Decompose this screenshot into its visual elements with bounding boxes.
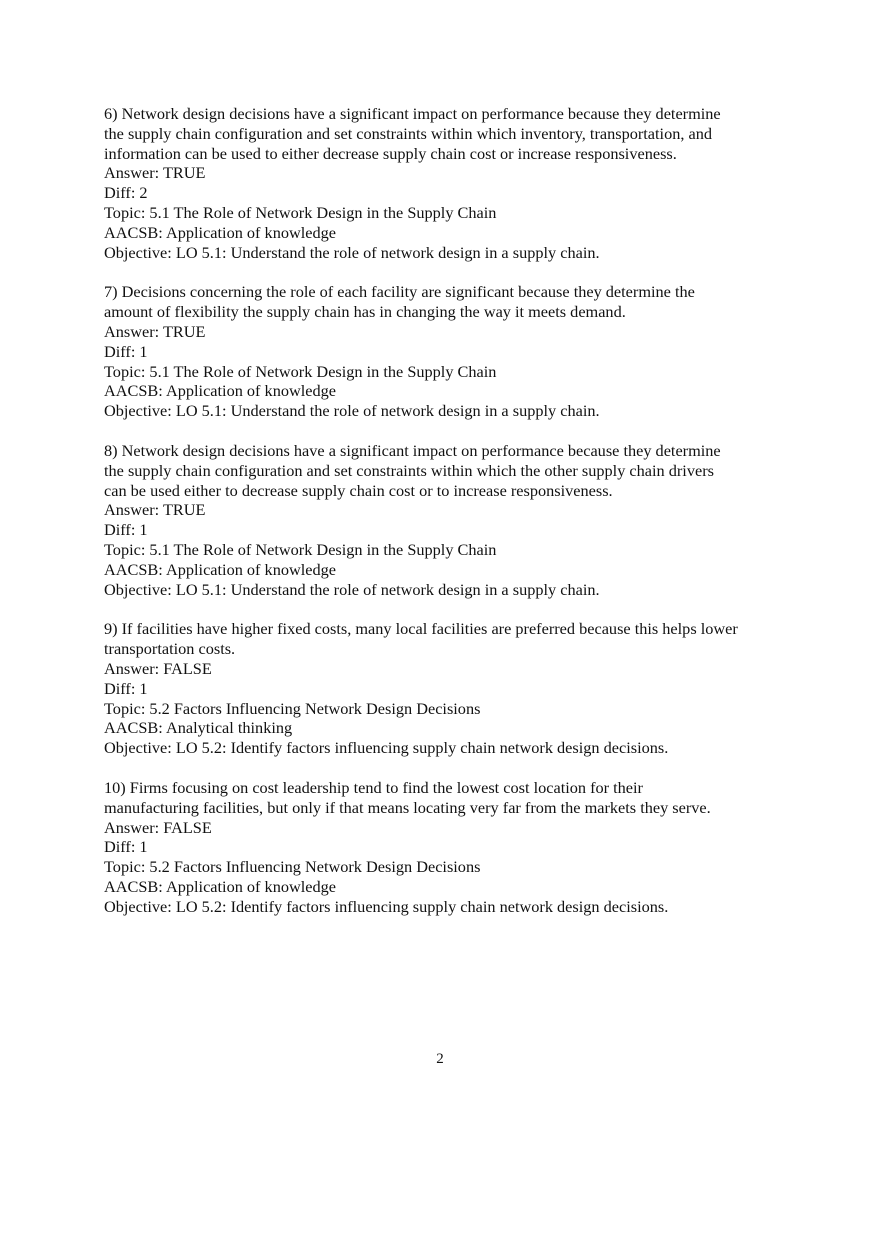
question-text-line: 8) Network design decisions have a significant impact on performance because they determine (104, 440, 721, 460)
question-text-line: 9) If facilities have higher fixed costs, many local facilities are preferred because this helps lower (104, 619, 738, 639)
question-text-line: information can be used to either decrease supply chain cost or increase responsiveness. (104, 143, 677, 163)
question-8 (104, 441, 794, 599)
difficulty: Diff: 1 (104, 520, 148, 540)
question-7 (104, 282, 794, 421)
aacsb: AACSB: Application of knowledge (104, 222, 336, 242)
page-number: 2 (436, 1051, 444, 1067)
question-text-line: manufacturing facilities, but only if that means locating very far from the markets they serve. (104, 797, 711, 817)
answer: Answer: TRUE (104, 321, 206, 341)
objective: Objective: LO 5.1: Understand the role of network design in a supply chain. (104, 242, 600, 262)
difficulty: Diff: 1 (104, 837, 148, 857)
question-10 (104, 778, 794, 917)
question-text-line: 10) Firms focusing on cost leadership tend to find the lowest cost location for their (104, 777, 643, 797)
question-9 (104, 619, 794, 758)
topic: Topic: 5.1 The Role of Network Design in the Supply Chain (104, 539, 497, 559)
topic: Topic: 5.2 Factors Influencing Network Design Decisions (104, 857, 481, 877)
difficulty: Diff: 1 (104, 678, 148, 698)
question-text-line: the supply chain configuration and set constraints within which inventory, transportation, and (104, 123, 713, 143)
question-text-line: transportation costs. (104, 639, 236, 659)
answer: Answer: TRUE (104, 500, 206, 520)
topic: Topic: 5.1 The Role of Network Design in the Supply Chain (104, 361, 497, 381)
topic: Topic: 5.2 Factors Influencing Network Design Decisions (104, 698, 481, 718)
objective: Objective: LO 5.2: Identify factors influencing supply chain network design decisions. (104, 738, 669, 758)
objective: Objective: LO 5.1: Understand the role of network design in a supply chain. (104, 579, 600, 599)
aacsb: AACSB: Application of knowledge (104, 381, 336, 401)
question-text-line: the supply chain configuration and set constraints within which the other supply chain drivers (104, 460, 714, 480)
answer: Answer: TRUE (104, 163, 206, 183)
difficulty: Diff: 2 (104, 183, 148, 203)
answer: Answer: FALSE (104, 817, 212, 837)
objective: Objective: LO 5.1: Understand the role of network design in a supply chain. (104, 401, 600, 421)
answer: Answer: FALSE (104, 658, 212, 678)
aacsb: AACSB: Analytical thinking (104, 718, 293, 738)
aacsb: AACSB: Application of knowledge (104, 559, 336, 579)
question-6 (104, 104, 794, 262)
difficulty: Diff: 1 (104, 341, 148, 361)
aacsb: AACSB: Application of knowledge (104, 876, 336, 896)
question-text-line: amount of flexibility the supply chain has in changing the way it meets demand. (104, 302, 626, 322)
topic: Topic: 5.1 The Role of Network Design in the Supply Chain (104, 202, 497, 222)
question-list (104, 104, 794, 936)
question-text-line: 6) Network design decisions have a significant impact on performance because they determine (104, 104, 721, 123)
question-text-line: can be used either to decrease supply chain cost or to increase responsiveness. (104, 480, 613, 500)
objective: Objective: LO 5.2: Identify factors influencing supply chain network design decisions. (104, 896, 669, 916)
question-text-line: 7) Decisions concerning the role of each facility are significant because they determine the (104, 282, 695, 302)
